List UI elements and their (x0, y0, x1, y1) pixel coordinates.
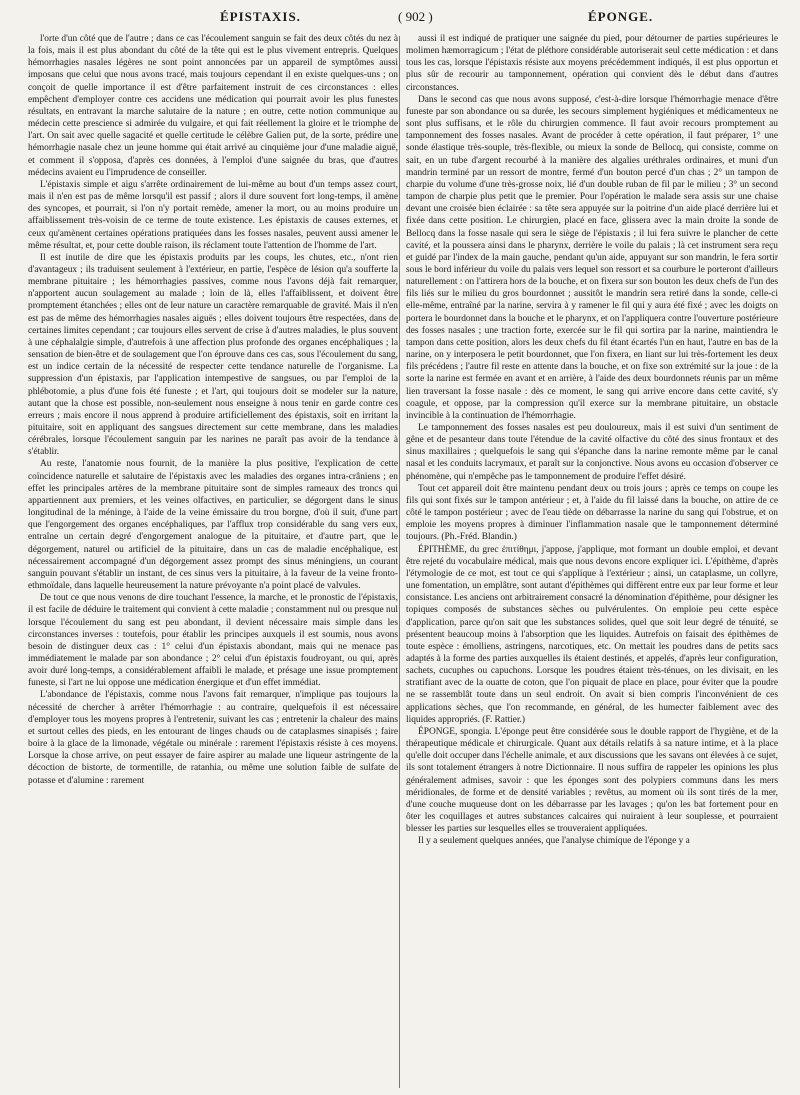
column-divider (399, 36, 400, 1088)
paragraph: l'orte d'un côté que de l'autre ; dans ce cas l'écoulement sanguin se fait des deux côtés du nez à la fois, mais il est plus abondant du côté de la tête qui est le plus vivement entrepris. Quelques hémorrhagies nasales légères ne sont point annoncées par un appareil de symptômes aussi imposans que celui que nous avons tracé, mais toujours cependant il en existe quelques-uns ; on conçoit de quelle importance il est d'être parfaitement instruit de ces circonstances : elles empêchent d'employer contre ces accidens une médication qui pourrait avoir les plus funestes résultats, en entravant la marche salutaire de la nature ; en outre, cette notion communique au médecin cette prescience si admirée du vulgaire, et qui fait réellement la gloire et le triomphe de l'art. On sait avec quelle sagacité et quelle certitude le célèbre Galien put, de la sorte, prédire une hémorrhagie nasale chez un jeune homme qui était arrivé au cinquième jour d'une maladie aiguë, et comment il s'opposa, d'après ces données, à l'emploi d'une saignée du bras, que d'autres médecins avaient eu l'imprudence de conseiller. (28, 34, 398, 178)
paragraph: De tout ce que nous venons de dire touchant l'essence, la marche, et le pronostic de l'épistaxis, il est facile de déduire le traitement qui convient à cette maladie ; constamment nul ou presque nul lorsque l'écoulement du sang est peu abondant, il devient nécessaire mais simple dans les circonstances inverses : toutefois, pour établir les principes auxquels il est soumis, nous avons besoin de distinguer deux cas : 1° celui d'un épistaxis abondant, mais qui ne menace pas immédiatement le malade par son abondance ; 2° celui d'un épistaxis foudroyant, ou qui, après avoir duré long-temps, a considérablement affaibli le malade, et présage une issue promptement funeste, si l'art ne lui oppose une médication énergique et d'un effet immédiat. (28, 593, 398, 689)
left-column (28, 33, 398, 1089)
right-column (406, 33, 778, 1089)
paragraph: Il est inutile de dire que les épistaxis produits par les coups, les chutes, etc., n'ont rien d'avantageux ; ils traduisent seulement à l'extérieur, en partie, l'espèce de lésion qu'a soufferte la membrane pituitaire ; les hémorrhagies passives, comme nous l'avons déjà fait remarquer, n'apportent aucun soulagement au malade ; loin de là, elles l'affaiblissent, et doivent être promptement étanchées ; elles ont de leur nature un caractère remarquable de gravité. Mais il n'en est pas de même des hémorrhagies nasales aiguës ; elles doivent toujours être respectées, dans de certaines limites cependant ; car toujours elles servent de crise à d'autres maladies, le plus souvent à une céphalalgie simple, d'autrefois à une affection plus profonde des organes encéphaliques ; la sensation de bien-être et de soulagement que l'on éprouve dans ces cas, sous l'écoulement du sang, est un indice certain de la nécessité de respecter cette tendance naturelle de l'organisme. La suppression d'un épistaxis, par l'application intempestive de sangsues, ou par l'emploi de la phlébotomie, a plus d'une fois été funeste ; et l'art, qui toujours doit se modeler sur la nature, autant que la chose est possible, non-seulement nous enseigne à nous tenir en garde contre ces erreurs ; mais encore il nous apprend à produire artificiellement des épistaxis, soit en irritant la pituitaire, soit en appliquant des sangsues directement sur cette membrane, dans les maladies cérébrales, lorsque l'écoulement sanguin par les narines ne paraît pas avoir de la tendance à s'établir. (28, 252, 398, 458)
running-header (24, 9, 776, 31)
paragraph: Au reste, l'anatomie nous fournit, de la manière la plus positive, l'explication de cette coïncidence naturelle et salutaire de l'épistaxis avec les maladies des organes intra-crâniens ; en effet les principales artères de la membrane pituitaire sont de simples rameaux des troncs qui appartiennent aux premiers, et les veines olfactives, en particulier, se dégorgent dans le sinus longitudinal de la méninge, à l'aide de la veine émissaire du trou borgne, d'où il suit, d'une part que l'engorgement des organes encéphaliques, par l'afflux trop considérable du sang vers eux, entraîne un certain degré d'engorgement analogue de la pituitaire, et d'autre part, que le dégorgement, naturel ou artificiel de la pituitaire, dans un cas de maladie encéphalique, est nécessairement accompagné d'un dégorgement assez prompt des sinus méningiens, un courant sanguin pouvant s'établir un instant, de ces sinus vers la pituitaire, à la faveur de la veine fronto-ethmoïdale, dans laquelle heureusement la nature prévoyante n'a point placé de valvules. (28, 459, 398, 592)
paragraph-entry-eponge: ÉPONGE, spongia. L'éponge peut être considérée sous le double rapport de l'hygiène, et de la thérapeutique médicale et chirurgicale. Quant aux détails relatifs à sa nature intime, et à la place qu'elle doit occuper dans l'échelle animale, et aux discussions que les savans ont élevées à ce sujet, ils sont totalement étrangers à notre Dictionnaire. Il nous suffira de rappeler les opinions les plus généralement admises, savoir : que les éponges sont des polypiers communs dans les mers méridionales, de forme et de densité variables ; revêtus, au moment où ils sont tirés de la mer, d'une couche muqueuse dont on les débarrasse par les lavages ; qu'on les bat fortement pour en ôter les coquillages et autres substances calcaires qui nuiraient à leur souplesse, et pourraient blesser les parties sur lesquelles elles se trouveraient appliquées. (406, 726, 778, 835)
paragraph: L'abondance de l'épistaxis, comme nous l'avons fait remarquer, n'implique pas toujours la nécessité de chercher à arrêter l'hémorrhagie : au contraire, quelquefois il est nécessaire d'employer tous les moyens propres à l'entretenir, suivant les cas ; entretenir la chaleur des mains et surtout celles des pieds, en les entourant de linges chauds ou de cataplasmes sinapisés ; faire boire à la glace de la limonade, végétale ou minérale : rarement l'épistaxis résiste à ces moyens. Lorsque la chose arrive, on peut essayer de faire aspirer au malade une liqueur astringente de la décoction de bistorte, de tormentille, de ratanhia, ou même une solution faible de sulfate de potasse et d'alumine : rarement (28, 690, 398, 786)
paragraph: Dans le second cas que nous avons supposé, c'est-à-dire lorsque l'hémorrhagie menace d'être funeste par son abondance ou sa durée, les secours simplement hygiéniques et médicamenteux ne sont plus suffisans, et le rôle du chirurgien commence. Il faut avoir recours promptement au tamponnement des fosses nasales. Avant de procéder à cette opération, il faut préparer, 1° une sonde élastique très-souple, très-flexible, ou mieux la sonde de Bellocq, qui consiste, comme on sait, en un tube d'argent recourbé à la manière des algalies uréthrales ordinaires, et muni d'un mandrin terminé par un ressort de montre, fermé d'un bouton percé d'un chas ; 2° un tampon de charpie du volume d'une très-grosse noix, lié d'un double ruban de fil par le milieu ; 3° un second tampon de charpie plus petit que le premier. Pour l'opération le malade sera assis sur une chaise devant une croisée bien éclairée : sa tête sera appuyée sur la poitrine d'un aide placé derrière lui et fixée dans cette position. Le chirurgien, placé en face, glissera avec la main droite la sonde de Bellocq dans la fosse nasale qui sera le siège de l'épistaxis ; il lui fera suivre le plancher de cette cavité, et la poussera ainsi dans le pharynx, derrière le voile du palais ; là cet instrument sera reçu et guidé par l'index de la main gauche, pendant qu'un aide, appuyant sur son mandrin, le fera sortir sous le bord inférieur du voile du palais vers lequel son ressort et sa courbure le porteront d'ailleurs naturellement : on l'attirera hors de la bouche, et on fixera sur son bouton les deux chefs de l'un des fils liés sur le milieu du gros bourdonnet ; aussitôt le mandrin sera retiré dans la sonde, celle-ci elle-même, entraîné par la narine, servira à y ramener le fil qui y aura été fixé ; avec les doigts on portera le bourdonnet dans la bouche et le pharynx, et on l'appliquera contre l'ouverture postérieure des fosses nasales ; une traction forte, exercée sur le fil qui sortira par la narine, maintiendra le tampon dans cette position, alors les deux chefs du fil étant écartés l'un en haut, l'autre en bas de la narine, on y interposera le petit bourdonnet, que l'on fixera, en liant sur lui très-fortement les deux fils précédens ; l'autre fil reste en attente dans la bouche, et on fixe son extrémité sur la joue : de la sorte la narine est fermée en avant et en arrière, à l'aide des deux bourdonnets réunis par un même lien traversant la fosse nasale : dès ce moment, le sang qui arrive encore dans cette cavité, s'y coagule, et oppose, par la compression qu'il exerce sur la membrane pituitaire, un obstacle invincible à la continuation de l'hémorrhagie. (406, 94, 778, 421)
paragraph: L'épistaxis simple et aigu s'arrête ordinairement de lui-même au bout d'un temps assez court, mais il n'en est pas de même lorsqu'il est passif ; alors il dure souvent fort long-temps, il amène des syncopes, et pourrait, si l'on n'y portait remède, amener la mort, ou au moins produire un affaiblissement très-voisin de ce terme de toute existence. Les épistaxis de causes externes, et ceux qu'amènent certaines opérations pratiquées dans les fosses nasales, peuvent aussi amener le même résultat, et, pour cette double raison, ils réclament toute l'attention de l'homme de l'art. (28, 179, 398, 251)
paragraph: Le tamponnement des fosses nasales est peu douloureux, mais il est suivi d'un sentiment de gêne et de pesanteur dans toute l'étendue de la cavité olfactive du côté des sinus frontaux et des sinus maxillaires ; quelquefois le sang qui s'épanche dans la narine remonte même par le canal nasal et les conduits lacrymaux, et paraît sur la conjonctive. Nous avons eu occasion d'observer ce phénomène, qui n'empêche pas le tamponnement de produire l'effet désiré. (406, 423, 778, 482)
paragraph-entry-epitheme: ÉPITHÈME, du grec ἐπιτίθημι, j'appose, j'applique, mot formant un double emploi, et devant être rejeté du vocabulaire médical, mais que nous devons encore expliquer ici. L'épithème, d'après l'étymologie de ce mot, est tout ce qui s'applique à l'extérieur ; ainsi, un cataplasme, un collyre, une fomentation, un emplâtre, sont autant d'épithèmes qui diffèrent entre eux par leur forme et leur consistance. Les anciens ont arbitrairement consacré la dénomination d'épithème, pour désigner les topiques composés de substances sèches ou pulvérulentes. On emploie peu cette espèce d'application, parce qu'on sait que les substances solides, quel que soit leur degré de ténuité, se présentent beaucoup moins à l'absorption que les liquides. Autrefois on faisait des épithèmes de toute espèce : émolliens, astringens, narcotiques, etc. On mettait les poudres dans de petits sacs adaptés à la forme des parties auxquelles ils étaient destinés, et appelés, d'après leur configuration, sachets, cucuphes ou capuchons. Lorsque les poudres étaient très-ténues, on les divisait, en les stratifiant avec de la ouatte de coton, que l'on piquait de place en place, pour éviter que la poudre ne se rassemblât toute dans un seul endroit. On avait si bien compris l'inconvénient de ces applications sèches, que l'on recommande, en général, de les humecter faiblement avec des liquides appropriés. (F. Rattier.) (406, 544, 778, 725)
header-right-entry: ÉPONGE. (588, 9, 654, 24)
paragraph: Il y a seulement quelques années, que l'analyse chimique de l'éponge y a (418, 836, 690, 847)
paragraph: aussi il est indiqué de pratiquer une saignée du pied, pour détourner de parties supérieures le molimen hæmorragicum ; l'état de pléthore considérable autoriserait seul cette médication : et dans tous les cas, lorsque l'épistaxis résiste aux moyens précédemment indiqués, il est plus opportun et plus sûr de recourir au tamponnement, opération qui convient dès le début dans d'autres circonstances. (406, 34, 778, 93)
header-left-entry: ÉPISTAXIS. (220, 9, 301, 24)
paragraph: Tout cet appareil doit être maintenu pendant deux ou trois jours ; après ce temps on coupe les fils qui sont fixés sur le tampon antérieur ; et, à l'aide du fil laissé dans la bouche, on attire de ce côté le tampon postérieur ; avec de l'eau tiède on débarrasse la narine du sang qui l'obstrue, et on emploie les moyens propres à diminuer l'inflammation nasale que le tamponnement déterminé toujours. (Ph.-Fréd. Blandin.) (406, 483, 778, 543)
page-number: ( 902 ) (398, 9, 433, 24)
